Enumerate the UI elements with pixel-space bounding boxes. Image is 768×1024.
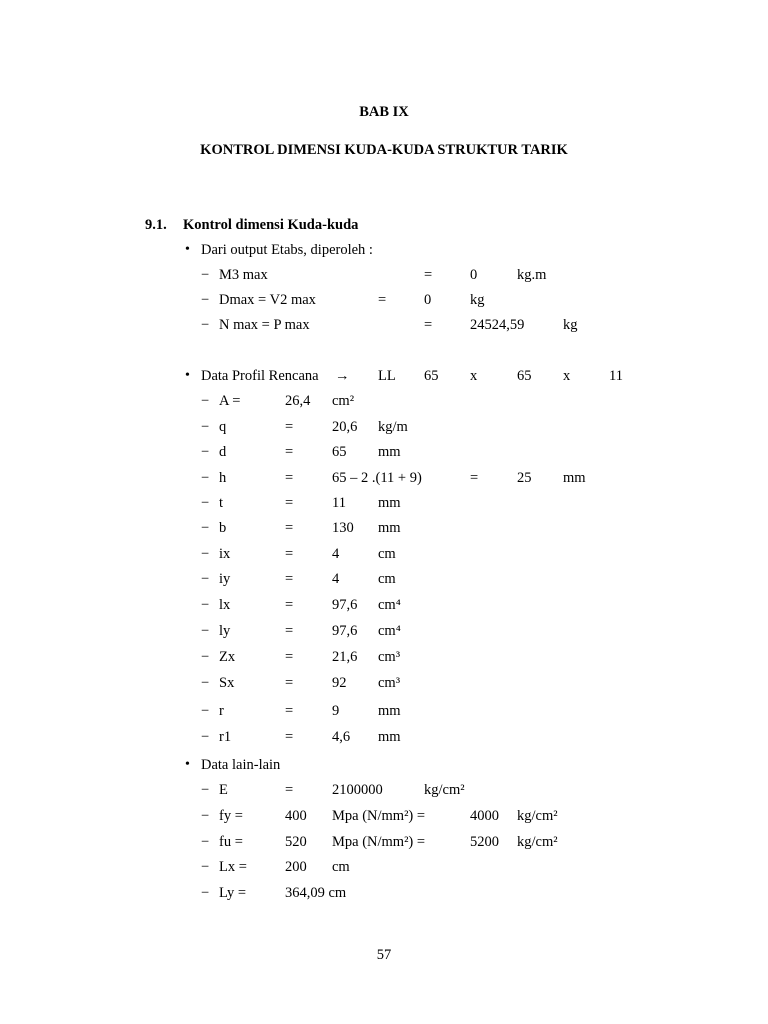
section-number: 9.1.: [145, 217, 167, 233]
etabs-unit: kg: [563, 317, 578, 333]
lain-value: 400: [285, 808, 307, 824]
dash-icon: −: [201, 267, 210, 283]
lain-value: 200: [285, 859, 307, 875]
dash-icon: −: [201, 782, 210, 798]
etabs-eq: =: [424, 267, 433, 283]
lain-value: 364,09 cm: [285, 885, 347, 901]
dash-icon: −: [201, 597, 210, 613]
profil-unit: kg/m: [378, 419, 408, 435]
lain-label: E: [219, 782, 228, 798]
dash-icon: −: [201, 495, 210, 511]
profil-value: 65: [332, 444, 347, 460]
profil-times: x: [563, 368, 571, 384]
lain-eq: =: [285, 782, 294, 798]
profil-value: 21,6: [332, 649, 358, 665]
lain-unit: cm: [332, 859, 350, 875]
profil-unit: mm: [378, 495, 401, 511]
dash-icon: −: [201, 470, 210, 486]
dash-icon: −: [201, 675, 210, 691]
etabs-eq: =: [378, 292, 387, 308]
profil-value: 20,6: [332, 419, 358, 435]
profil-label: lx: [219, 597, 231, 613]
dash-icon: −: [201, 571, 210, 587]
profil-unit: mm: [378, 520, 401, 536]
dash-icon: −: [201, 444, 210, 460]
profil-type: LL: [378, 368, 396, 384]
profil-eq: =: [285, 444, 294, 460]
profil-unit: mm: [378, 444, 401, 460]
profil-value: 97,6: [332, 597, 358, 613]
dash-icon: −: [201, 834, 210, 850]
dash-icon: −: [201, 703, 210, 719]
bullet-icon: •: [185, 242, 190, 257]
profil-unit-result: mm: [563, 470, 586, 486]
profil-value: 4,6: [332, 729, 351, 745]
lain-heading: Data lain-lain: [201, 757, 281, 773]
etabs-label: M3 max: [219, 267, 268, 283]
profil-eq: =: [285, 675, 294, 691]
profil-eq: =: [285, 571, 294, 587]
profil-unit: cm³: [378, 675, 401, 691]
lain-value-converted: 5200: [470, 834, 499, 850]
profil-value: 9: [332, 703, 340, 719]
profil-value: 97,6: [332, 623, 358, 639]
lain-unit: Mpa (N/mm²) =: [332, 834, 426, 850]
profil-value: 65 – 2 .(11 + 9): [332, 470, 422, 486]
dash-icon: −: [201, 520, 210, 536]
dash-icon: −: [201, 885, 210, 901]
dash-icon: −: [201, 317, 210, 333]
etabs-unit: kg.m: [517, 267, 547, 283]
chapter-heading: BAB IX: [359, 104, 409, 120]
profil-value: 92: [332, 675, 347, 691]
profil-label: d: [219, 444, 227, 460]
lain-unit: Mpa (N/mm²) =: [332, 808, 426, 824]
lain-label: Lx =: [219, 859, 247, 875]
etabs-label: N max = P max: [219, 317, 310, 333]
profil-unit: mm: [378, 729, 401, 745]
profil-label: ly: [219, 623, 231, 639]
profil-label: b: [219, 520, 227, 536]
profil-value: 26,4: [285, 393, 311, 409]
lain-unit-converted: kg/cm²: [517, 808, 558, 824]
profil-eq: =: [285, 649, 294, 665]
etabs-eq: =: [424, 317, 433, 333]
profil-unit: cm: [378, 546, 396, 562]
profil-unit: cm⁴: [378, 597, 401, 613]
profil-dimension: 11: [609, 368, 623, 384]
lain-unit-converted: kg/cm²: [517, 834, 558, 850]
profil-eq-result: =: [470, 470, 479, 486]
profil-eq: =: [285, 597, 294, 613]
profil-eq: =: [285, 623, 294, 639]
lain-unit: kg/cm²: [424, 782, 465, 798]
bullet-icon: •: [185, 757, 190, 772]
dash-icon: −: [201, 292, 210, 308]
profil-value: 130: [332, 520, 354, 536]
profil-value: 4: [332, 546, 340, 562]
lain-label: Ly =: [219, 885, 247, 901]
profil-value: 11: [332, 495, 346, 511]
etabs-unit: kg: [470, 292, 485, 308]
profil-heading: Data Profil Rencana: [201, 368, 319, 384]
profil-unit: cm³: [378, 649, 401, 665]
dash-icon: −: [201, 546, 210, 562]
profil-eq: =: [285, 546, 294, 562]
profil-dimension: 65: [517, 368, 532, 384]
profil-eq: =: [285, 703, 294, 719]
profil-unit: cm: [378, 571, 396, 587]
dash-icon: −: [201, 649, 210, 665]
profil-value-result: 25: [517, 470, 532, 486]
lain-label: fu =: [219, 834, 243, 850]
profil-eq: =: [285, 419, 294, 435]
profil-value: 4: [332, 571, 340, 587]
lain-label: fy =: [219, 808, 243, 824]
profil-unit: mm: [378, 703, 401, 719]
chapter-title: KONTROL DIMENSI KUDA-KUDA STRUKTUR TARIK: [200, 142, 568, 158]
dash-icon: −: [201, 623, 210, 639]
profil-label: q: [219, 419, 227, 435]
profil-label: h: [219, 470, 227, 486]
profil-eq: =: [285, 520, 294, 536]
dash-icon: −: [201, 729, 210, 745]
profil-label: t: [219, 495, 224, 511]
profil-label: iy: [219, 571, 231, 587]
bullet-icon: •: [185, 368, 190, 383]
profil-dimension: 65: [424, 368, 439, 384]
dash-icon: −: [201, 393, 210, 409]
arrow-icon: →: [335, 368, 350, 384]
profil-eq: =: [285, 729, 294, 745]
profil-label: Zx: [219, 649, 236, 665]
page-number: 57: [376, 947, 392, 963]
lain-value: 520: [285, 834, 307, 850]
etabs-value: 24524,59: [470, 317, 525, 333]
profil-label: r1: [219, 729, 232, 745]
lain-value: 2100000: [332, 782, 383, 798]
profil-times: x: [470, 368, 478, 384]
dash-icon: −: [201, 859, 210, 875]
etabs-label: Dmax = V2 max: [219, 292, 316, 308]
profil-eq: =: [285, 495, 294, 511]
etabs-heading: Dari output Etabs, diperoleh :: [201, 242, 373, 258]
etabs-value: 0: [424, 292, 432, 308]
profil-label: Sx: [219, 675, 235, 691]
profil-unit: cm⁴: [378, 623, 401, 639]
profil-label: r: [219, 703, 224, 719]
profil-eq: =: [285, 470, 294, 486]
dash-icon: −: [201, 419, 210, 435]
profil-unit: cm²: [332, 393, 355, 409]
profil-label: A =: [219, 393, 241, 409]
lain-value-converted: 4000: [470, 808, 499, 824]
etabs-value: 0: [470, 267, 478, 283]
section-title: Kontrol dimensi Kuda-kuda: [183, 217, 359, 233]
dash-icon: −: [201, 808, 210, 824]
profil-label: ix: [219, 546, 231, 562]
